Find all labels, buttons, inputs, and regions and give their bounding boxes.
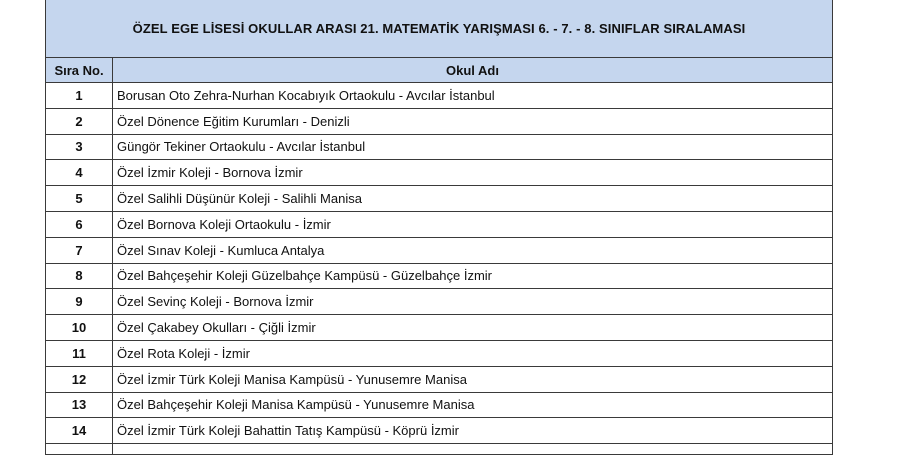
school-name-cell xyxy=(113,444,833,455)
rank-cell: 9 xyxy=(46,289,113,315)
rank-column-header: Sıra No. xyxy=(46,58,113,83)
table-row xyxy=(46,108,833,134)
table-row xyxy=(46,134,833,160)
school-name-cell: Özel İzmir Türk Koleji Bahattin Tatış Kampüsü - Köprü İzmir xyxy=(113,418,833,444)
table-row xyxy=(46,392,833,418)
table-row xyxy=(46,263,833,289)
school-name-cell: Borusan Oto Zehra-Nurhan Kocabıyık Ortaokulu - Avcılar İstanbul xyxy=(113,83,833,109)
school-name-cell: Özel Bahçeşehir Koleji Manisa Kampüsü - Yunusemre Manisa xyxy=(113,392,833,418)
school-name-cell: Özel Bornova Koleji Ortaokulu - İzmir xyxy=(113,211,833,237)
table-row xyxy=(46,160,833,186)
table-body xyxy=(46,83,833,455)
table-row xyxy=(46,186,833,212)
table-row-partial xyxy=(46,444,833,455)
rank-cell: 11 xyxy=(46,340,113,366)
rank-cell: 8 xyxy=(46,263,113,289)
rank-cell: 7 xyxy=(46,237,113,263)
school-name-cell: Özel İzmir Türk Koleji Manisa Kampüsü - Yunusemre Manisa xyxy=(113,366,833,392)
table-row xyxy=(46,237,833,263)
school-name-cell: Özel Bahçeşehir Koleji Güzelbahçe Kampüsü - Güzelbahçe İzmir xyxy=(113,263,833,289)
rank-cell: 14 xyxy=(46,418,113,444)
school-name-cell: Özel Sınav Koleji - Kumluca Antalya xyxy=(113,237,833,263)
rank-cell: 1 xyxy=(46,83,113,109)
rank-cell: 5 xyxy=(46,186,113,212)
school-name-cell: Özel Sevinç Koleji - Bornova İzmir xyxy=(113,289,833,315)
table-row xyxy=(46,418,833,444)
school-name-cell: Güngör Tekiner Ortaokulu - Avcılar İstanbul xyxy=(113,134,833,160)
ranking-table xyxy=(45,0,833,455)
school-column-header: Okul Adı xyxy=(113,58,833,83)
rank-cell: 3 xyxy=(46,134,113,160)
rank-cell: 12 xyxy=(46,366,113,392)
rank-cell: 4 xyxy=(46,160,113,186)
rank-cell: 13 xyxy=(46,392,113,418)
rank-cell: 10 xyxy=(46,315,113,341)
school-name-cell: Özel Dönence Eğitim Kurumları - Denizli xyxy=(113,108,833,134)
school-name-cell: Özel Çakabey Okulları - Çiğli İzmir xyxy=(113,315,833,341)
table-row xyxy=(46,211,833,237)
table-row xyxy=(46,289,833,315)
school-name-cell: Özel İzmir Koleji - Bornova İzmir xyxy=(113,160,833,186)
rank-cell xyxy=(46,444,113,455)
table-title: ÖZEL EGE LİSESİ OKULLAR ARASI 21. MATEMATİK YARIŞMASI 6. - 7. - 8. SINIFLAR SIRALAMASI xyxy=(46,0,833,58)
school-name-cell: Özel Rota Koleji - İzmir xyxy=(113,340,833,366)
rank-cell: 2 xyxy=(46,108,113,134)
rank-cell: 6 xyxy=(46,211,113,237)
header-row xyxy=(46,58,833,83)
title-row xyxy=(46,0,833,58)
school-name-cell: Özel Salihli Düşünür Koleji - Salihli Manisa xyxy=(113,186,833,212)
table-row xyxy=(46,340,833,366)
table-row xyxy=(46,315,833,341)
table-row xyxy=(46,83,833,109)
table-row xyxy=(46,366,833,392)
